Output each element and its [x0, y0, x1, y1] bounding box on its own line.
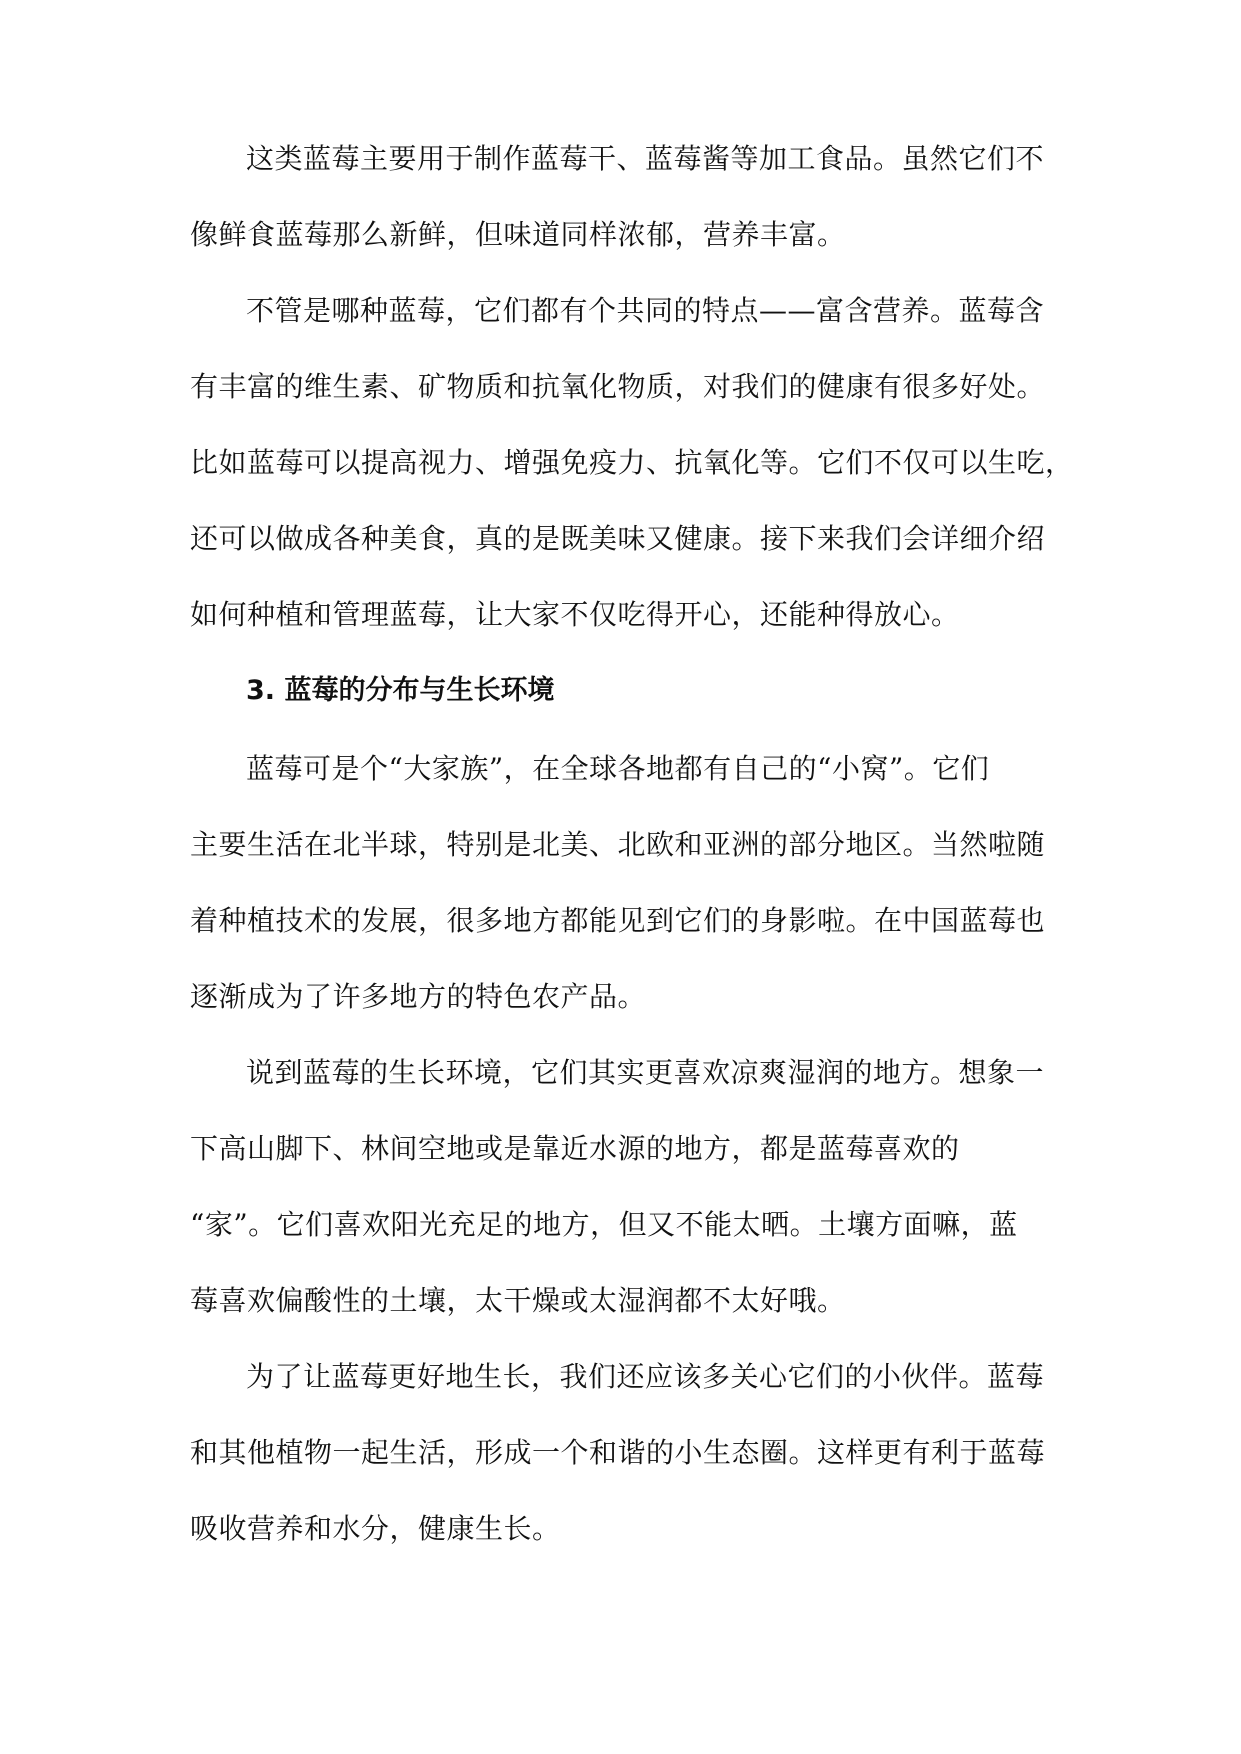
text-line: 着种植技术的发展，很多地方都能见到它们的身影啦。在中国蓝莓也 [190, 904, 1046, 937]
text-line: 说到蓝莓的生长环境，它们其实更喜欢凉爽湿润的地方。想象一 [246, 1056, 1045, 1089]
text-line: 像鲜食蓝莓那么新鲜，但味道同样浓郁，营养丰富。 [190, 218, 846, 251]
text-line: 不管是哪种蓝莓，它们都有个共同的特点——富含营养。蓝莓含 [246, 294, 1045, 327]
section-heading: 3. 蓝莓的分布与生长环境 [246, 675, 555, 706]
text-line: 还可以做成各种美食，真的是既美味又健康。接下来我们会详细介绍 [190, 522, 1046, 555]
text-line: 主要生活在北半球，特别是北美、北欧和亚洲的部分地区。当然啦随 [190, 828, 1046, 861]
text-line: 比如蓝莓可以提高视力、增强免疫力、抗氧化等。它们不仅可以生吃， [190, 446, 1074, 479]
text-line: 为了让蓝莓更好地生长，我们还应该多关心它们的小伙伴。蓝莓 [246, 1360, 1045, 1393]
text-line: 如何种植和管理蓝莓，让大家不仅吃得开心，还能种得放心。 [190, 598, 960, 631]
text-line: 和其他植物一起生活，形成一个和谐的小生态圈。这样更有利于蓝莓 [190, 1436, 1046, 1469]
document-body [190, 140, 1074, 1586]
paragraph-distribution [190, 750, 1070, 1016]
paragraph-growing-environment [190, 1054, 1070, 1320]
text-line: 这类蓝莓主要用于制作蓝莓干、蓝莓酱等加工食品。虽然它们不 [246, 142, 1045, 175]
text-line: 有丰富的维生素、矿物质和抗氧化物质，对我们的健康有很多好处。 [190, 370, 1046, 403]
text-line: 莓喜欢偏酸性的土壤，太干燥或太湿润都不太好哦。 [190, 1284, 846, 1317]
paragraph-processed-blueberries [190, 140, 1070, 254]
text-line: 逐渐成为了许多地方的特色农产品。 [190, 980, 647, 1013]
paragraph-nutrition [190, 292, 1074, 634]
paragraph-ecosystem [190, 1358, 1070, 1548]
text-line: 蓝莓可是个“大家族”，在全球各地都有自己的“小窝”。它们 [246, 752, 990, 785]
text-line: 下高山脚下、林间空地或是靠近水源的地方，都是蓝莓喜欢的 [190, 1132, 960, 1165]
text-line: “家”。它们喜欢阳光充足的地方，但又不能太晒。土壤方面嘛，蓝 [190, 1208, 1018, 1241]
text-line: 吸收营养和水分，健康生长。 [190, 1512, 561, 1545]
